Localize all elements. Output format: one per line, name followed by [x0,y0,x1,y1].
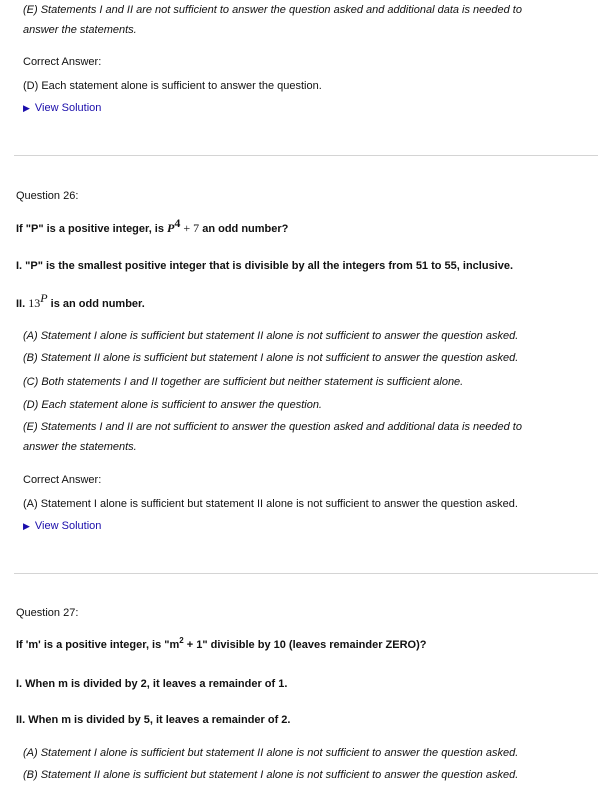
q25-view-solution-link[interactable] [23,98,101,118]
q27-statement-1: I. When m is divided by 2, it leaves a remainder of 1. [16,678,288,690]
q26-stem-pre: If "P" is a positive integer, is [16,223,168,235]
q26-option-e-line2: answer the statements. [23,441,137,453]
triangle-right-icon: ▶ [23,521,30,531]
q25-view-solution-label: View Solution [34,102,102,114]
q26-stmt2-base: 13 [28,296,41,310]
q27-option-b: (B) Statement II alone is sufficient but statement I alone is not sufficient to answer the question asked. [23,769,519,781]
q26-option-b: (B) Statement II alone is sufficient but statement I alone is not sufficient to answer the question asked. [23,352,519,364]
q26-stem-base: P [167,221,175,235]
q27-stem [16,635,426,655]
q26-correct-answer-text: (A) Statement I alone is sufficient but statement II alone is not sufficient to answer the question asked. [23,498,518,510]
q26-stem [16,218,288,239]
q26-header: Question 26: [16,190,79,202]
q26-option-e-line1: (E) Statements I and II are not sufficient to answer the question asked and additional data is needed to [23,421,522,433]
q27-statement-2: II. When m is divided by 5, it leaves a remainder of 2. [16,714,291,726]
q27-stem-exp: 2 [179,636,184,645]
q26-correct-answer-label: Correct Answer: [23,474,102,486]
q26-option-d: (D) Each statement alone is sufficient to answer the question. [23,399,322,411]
q26-stem-mid: + 7 [180,221,200,235]
q26-view-solution-label: View Solution [34,520,102,532]
q25-correct-answer-label: Correct Answer: [23,56,102,68]
q26-stmt2-pre: II. [16,298,29,310]
separator [14,155,598,156]
q27-header: Question 27: [16,607,79,619]
q25-option-e-line1: (E) Statements I and II are not sufficient to answer the question asked and additional data is needed to [23,4,522,16]
q25-correct-answer-text: (D) Each statement alone is sufficient to answer the question. [23,80,322,92]
q26-stem-post: an odd number? [199,223,289,235]
q27-stem-pre: If 'm' is a positive integer, is "m [16,639,180,651]
q26-option-c: (C) Both statements I and II together are sufficient but neither statement is sufficient alone. [23,376,464,388]
q26-option-e [23,417,583,457]
q25-option-e-line2: answer the statements. [23,24,137,36]
q26-statement-1: I. "P" is the smallest positive integer that is divisible by all the integers from 51 to 55, inclusive. [16,260,514,272]
q26-stmt2-exp: P [40,291,48,305]
q26-statement-2 [16,293,145,314]
q25-option-e [23,0,583,40]
q26-option-a: (A) Statement I alone is sufficient but statement II alone is not sufficient to answer the question asked. [23,330,519,342]
q26-stem-exp: 4 [174,216,181,230]
q27-stem-post: + 1" divisible by 10 (leaves remainder ZERO)? [183,639,427,651]
separator [14,573,598,574]
q26-view-solution-link[interactable] [23,516,101,536]
q27-option-a: (A) Statement I alone is sufficient but statement II alone is not sufficient to answer the question asked. [23,747,519,759]
q26-stmt2-post: is an odd number. [47,298,145,310]
triangle-right-icon: ▶ [23,103,30,113]
